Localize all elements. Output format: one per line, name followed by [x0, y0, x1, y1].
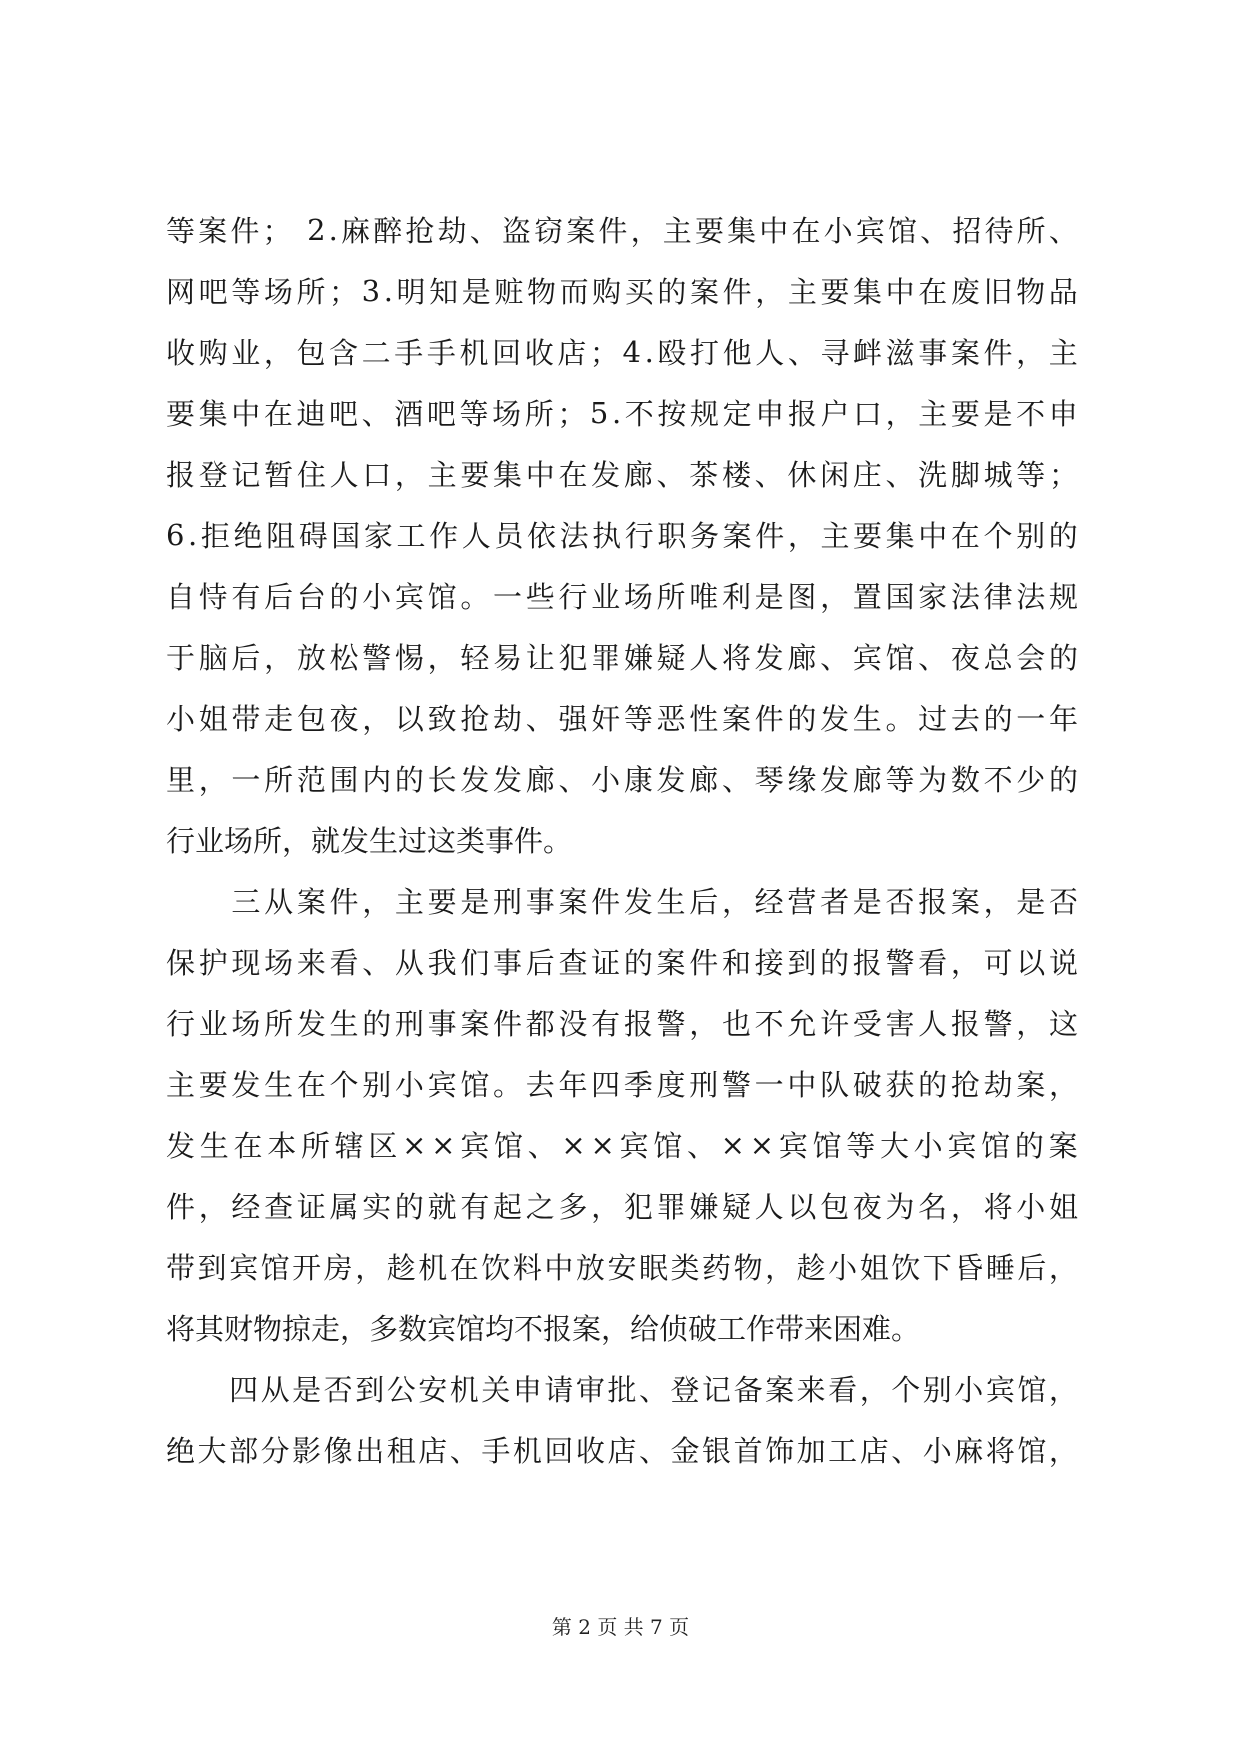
text-line: 报 登 记 暂 住 人 口 ， 主 要 集 中 在 发 廊 、 茶 楼 、 休 闲 庄 、 洗 脚 城 等 ； — [166, 458, 1078, 492]
text-line: 自 恃 有 后 台 的 小 宾 馆 。 一 些 行 业 场 所 唯 利 是 图 ， 置 国 家 法 律 法 规 — [166, 580, 1078, 614]
text-line: 三 从 案 件 ， 主 要 是 刑 事 案 件 发 生 后 ， 经 营 者 是 否 报 案 ， 是 否 — [231, 885, 1078, 919]
text-line: 于 脑 后 ， 放 松 警 惕 ， 轻 易 让 犯 罪 嫌 疑 人 将 发 廊 、 宾 馆 、 夜 总 会 的 — [166, 641, 1078, 675]
document-body — [166, 199, 1078, 1480]
text-line: 要 集 中 在 迪 吧 、 酒 吧 等 场 所 ； 5 . 不 按 规 定 申 报 户 口 ， 主 要 是 不 申 — [166, 395, 1078, 431]
text-line: 行 业 场 所 发 生 的 刑 事 案 件 都 没 有 报 警 ， 也 不 允 许 受 害 人 报 警 ， 这 — [166, 1007, 1078, 1041]
text-line: 件 ， 经 查 证 属 实 的 就 有 起 之 多 ， 犯 罪 嫌 疑 人 以 包 夜 为 名 ， 将 小 姐 — [166, 1190, 1078, 1224]
text-line: 四 从 是 否 到 公 安 机 关 申 请 审 批 、 登 记 备 案 来 看 ， 个 别 小 宾 馆 ， — [229, 1373, 1078, 1407]
text-line: 绝 大 部 分 影 像 出 租 店 、 手 机 回 收 店 、 金 银 首 饰 加 工 店 、 小 麻 将 馆 ， — [166, 1434, 1078, 1468]
text-line: 保 护 现 场 来 看 、 从 我 们 事 后 查 证 的 案 件 和 接 到 的 报 警 看 ， 可 以 说 — [166, 946, 1078, 980]
text-line: 主 要 发 生 在 个 别 小 宾 馆 。 去 年 四 季 度 刑 警 一 中 队 破 获 的 抢 劫 案 ， — [166, 1068, 1078, 1102]
text-line: 行业场所，就发生过这类事件。 — [166, 824, 573, 858]
page-number-footer: 第 2 页 共 7 页 — [551, 1615, 690, 1639]
text-line: 等 案 件 ； 2 . 麻 醉 抢 劫 、 盗 窃 案 件 ， 主 要 集 中 在 小 宾 馆 、 招 待 所 、 — [166, 212, 1078, 248]
text-line: 发 生 在 本 所 辖 区 × × 宾 馆 、 × × 宾 馆 、 × × 宾 馆 等 大 小 宾 馆 的 案 — [166, 1127, 1078, 1163]
text-line: 将其财物掠走，多数宾馆均不报案，给侦破工作带来困难。 — [166, 1312, 921, 1346]
text-line: 带 到 宾 馆 开 房 ， 趁 机 在 饮 料 中 放 安 眠 类 药 物 ， 趁 小 姐 饮 下 昏 睡 后 ， — [166, 1251, 1078, 1285]
text-line: 里 ， 一 所 范 围 内 的 长 发 发 廊 、 小 康 发 廊 、 琴 缘 发 廊 等 为 数 不 少 的 — [166, 763, 1078, 797]
text-line: 小 姐 带 走 包 夜 ， 以 致 抢 劫 、 强 奸 等 恶 性 案 件 的 发 生 。 过 去 的 一 年 — [166, 702, 1078, 736]
text-line: 收 购 业 ， 包 含 二 手 手 机 回 收 店 ； 4 . 殴 打 他 人 、 寻 衅 滋 事 案 件 ， 主 — [166, 334, 1078, 370]
text-line: 6 . 拒 绝 阻 碍 国 家 工 作 人 员 依 法 执 行 职 务 案 件 ， 主 要 集 中 在 个 别 的 — [166, 517, 1078, 553]
text-line: 网 吧 等 场 所 ； 3 . 明 知 是 赃 物 而 购 买 的 案 件 ， 主 要 集 中 在 废 旧 物 品 — [166, 273, 1078, 309]
